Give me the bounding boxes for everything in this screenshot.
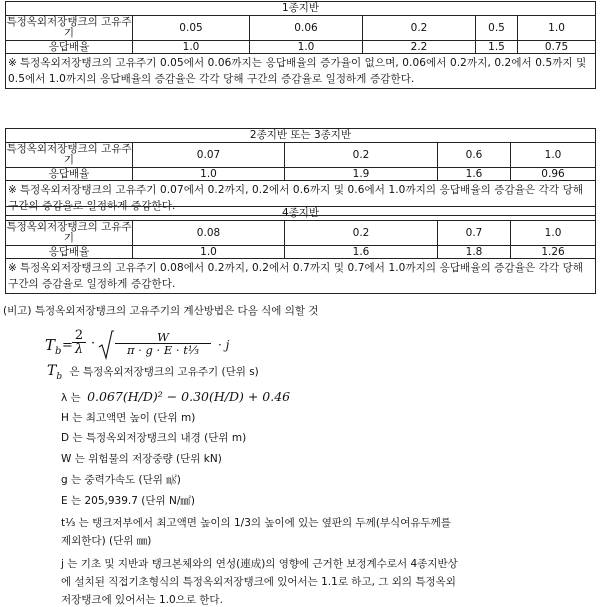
definition-item	[61, 493, 195, 508]
definition-expression: 0.067(H/D)² − 0.30(H/D) + 0.46	[87, 389, 291, 404]
note-mark: ※	[8, 57, 17, 69]
ratio-value: 0.75	[518, 41, 596, 54]
definition-text: 는	[70, 392, 81, 404]
definition-text: 는 최고액면 높이 (단위 m)	[72, 412, 196, 424]
sqrt-denominator: π · g · E · t⅓	[127, 343, 199, 357]
definition-text: 은 특정옥외저장탱크의 고유주기 (단위 s)	[69, 366, 259, 378]
note-text: 특정옥외저장탱크의 고유주기 0.08에서 0.2까지, 0.2에서 0.7까지 및 0.7에서 1.0까지의 응답배율의 증감율은 각각 당해 구간의 증감율로 일정하게 증감한다.	[8, 262, 584, 290]
period-value: 1.0	[511, 221, 596, 246]
ratio-value: 1.26	[511, 246, 596, 259]
ratio-label: 응답배율	[6, 41, 133, 54]
period-value: 0.08	[133, 221, 285, 246]
definition-symbol: H	[61, 412, 69, 424]
ratio-value: 2.2	[363, 41, 476, 54]
fraction-denominator: λ	[74, 342, 84, 357]
definition-item	[61, 389, 290, 405]
period-label: 특정옥외저장탱크의 고유주기	[6, 143, 132, 166]
definition-continuation: 저장탱크에 있어서는 1.0으로 한다.	[61, 594, 223, 606]
formula-equals: =	[62, 338, 73, 353]
sqrt-fraction	[115, 331, 211, 357]
response-table-ground-type-2-3	[5, 128, 596, 216]
remark-text: (비고) 특정옥외저장탱크의 고유주기의 계산방법은 다음 식에 의할 것	[3, 305, 319, 317]
definition-item	[61, 410, 195, 425]
formula-lhs: $T_b$	[45, 336, 62, 357]
ratio-value: 1.0	[250, 41, 363, 54]
formula-tail: · j	[218, 338, 230, 352]
definition-item	[61, 515, 451, 530]
definition-item	[47, 363, 259, 382]
table-title: 2종지반 또는 3종지반	[6, 129, 596, 143]
period-value: 0.6	[438, 143, 511, 168]
definition-symbol: D	[61, 432, 70, 444]
definition-text: 는 특정옥외저장탱크의 내경 (단위 m)	[72, 432, 247, 444]
period-label: 특정옥외저장탱크의 고유주기	[6, 16, 132, 39]
definition-text: 는 위험물의 저장중량 (단위 kN)	[74, 453, 222, 465]
ratio-value: 1.9	[285, 168, 438, 181]
ratio-value: 1.8	[438, 246, 511, 259]
definition-item	[61, 556, 458, 571]
period-value: 1.0	[518, 16, 596, 41]
definition-item	[61, 472, 181, 487]
ratio-value: 1.0	[133, 168, 285, 181]
sqrt-sign-icon	[98, 330, 114, 360]
period-label: 특정옥외저장탱크의 고유주기	[6, 221, 132, 244]
ratio-value: 1.6	[438, 168, 511, 181]
table-note	[6, 54, 596, 89]
definition-continuation: 제외한다) (단위 ㎜)	[61, 535, 152, 547]
definition-symbol: W	[61, 453, 72, 465]
ratio-label: 응답배율	[6, 168, 133, 181]
period-value: 1.0	[511, 143, 596, 168]
formula-dot: ·	[91, 336, 96, 351]
definition-symbol: $T_b$	[47, 363, 63, 382]
note-mark: ※	[8, 262, 17, 274]
period-value: 0.07	[133, 143, 285, 168]
ratio-value: 1.0	[133, 246, 285, 259]
formula-fraction	[72, 330, 86, 356]
definition-symbol: λ	[61, 392, 68, 404]
table-note	[6, 259, 596, 294]
definition-symbol: E	[61, 495, 68, 507]
period-value: 0.7	[438, 221, 511, 246]
response-table-ground-type-1	[5, 1, 596, 89]
period-value: 0.05	[133, 16, 250, 41]
period-value: 0.2	[285, 221, 438, 246]
note-mark: ※	[8, 184, 17, 196]
definition-item	[61, 451, 222, 466]
table-title: 4종지반	[6, 207, 596, 221]
period-value: 0.5	[476, 16, 518, 41]
period-value: 0.06	[250, 16, 363, 41]
ratio-value: 1.0	[133, 41, 250, 54]
period-value: 0.2	[363, 16, 476, 41]
definition-text: 는 탱크저부에서 최고액면 높이의 1/3의 높이에 있는 옆판의 두께(부식여유두께를	[78, 517, 451, 529]
definition-symbol: g	[61, 474, 68, 486]
definition-text: 는 205,939.7 (단위 N/㎟)	[70, 495, 195, 507]
sqrt-numerator: W	[115, 331, 211, 344]
response-table-ground-type-4	[5, 206, 596, 294]
ratio-label: 응답배율	[6, 246, 133, 259]
definition-symbol: j	[61, 558, 64, 570]
table-title: 1종지반	[6, 2, 596, 16]
definition-text: 는 중력가속도 (단위 ㎨)	[71, 474, 181, 486]
period-value: 0.2	[285, 143, 438, 168]
definition-symbol: t⅓	[61, 517, 76, 529]
definition-text: 는 기초 및 지반과 탱크본체와의 연성(連成)의 영향에 근거한 보정계수로서 4종지반상	[67, 558, 458, 570]
ratio-value: 1.6	[285, 246, 438, 259]
definition-item	[61, 430, 246, 445]
ratio-value: 0.96	[511, 168, 596, 181]
note-text: 특정옥외저장탱크의 고유주기 0.05에서 0.06까지는 응답배율의 증가율이 없으며, 0.06에서 0.2까지, 0.2에서 0.5까지 및 0.5에서 1.0까지의 응답배율의 증감율은 각각 당해 구간의 증감율로 일정하게 증감한다.	[8, 57, 587, 85]
note-text: 특정옥외저장탱크의 고유주기 0.07에서 0.2까지, 0.2에서 0.6까지 및 0.6에서 1.0까지의 응답배율의 증감율은 각각 당해 구간의 증감율로 일정하게 증감한다.	[8, 184, 584, 212]
fraction-numerator: 2	[72, 330, 86, 343]
definition-continuation: 에 설치된 직접기초형식의 특정옥외저장탱크에 있어서는 1.1로 하고, 그 외의 특정옥외	[61, 576, 456, 588]
ratio-value: 1.5	[476, 41, 518, 54]
